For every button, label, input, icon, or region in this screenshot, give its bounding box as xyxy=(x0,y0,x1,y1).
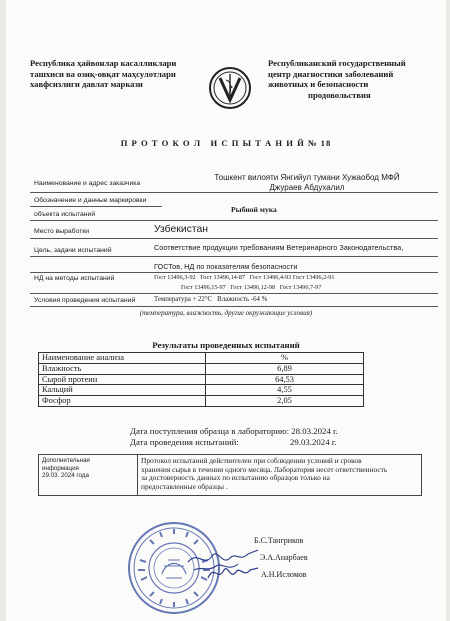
validity-note-line: Протокол испытаний действителен при соблюдении условий и сроков xyxy=(141,456,362,465)
analysis-value: 4,55 xyxy=(206,385,364,396)
signatory-name: Б.С.Тангриков xyxy=(254,536,304,545)
header-left-line: хавфсизлиги давлат маркази xyxy=(30,79,143,89)
header-left-line: Республика ҳайвонлар касалликлари xyxy=(30,58,177,68)
header-right-line: животных и безопасности xyxy=(268,79,369,89)
conditions-value: Температура + 22°С Влажность -64 % xyxy=(154,296,268,303)
analysis-name: Кальций xyxy=(39,385,206,396)
divider xyxy=(30,293,438,294)
validity-note xyxy=(138,455,422,496)
purpose-value-line: ГОСТов, НД по показателям безопасности xyxy=(154,262,298,271)
purpose-label: Цель, задачи испытаний xyxy=(34,247,112,254)
validity-note-line: за достоверность данных по испытанию образцов только на xyxy=(141,473,330,483)
nd-label: НД на методы испытаний xyxy=(34,275,115,282)
test-date-value: 29.03.2024 г. xyxy=(290,437,337,447)
additional-info-line: Дополнительная xyxy=(42,457,90,464)
marking-label: объекта испытаний xyxy=(34,211,96,218)
marking-label: Обозначение и данные маркировки xyxy=(34,197,147,204)
table-row xyxy=(39,374,364,385)
additional-info-line: 29.03. 2024 года xyxy=(42,472,89,479)
additional-info-label xyxy=(39,455,138,496)
table-row xyxy=(39,396,364,407)
analysis-value: 6,89 xyxy=(206,363,364,374)
purpose-value-line: Соответствие продукции требованиям Ветеринарного Законодательства, xyxy=(154,243,404,252)
protocol-title: П Р О Т О К О Л И С П Ы Т А Н И Й № 18 xyxy=(120,138,332,148)
column-header: % xyxy=(206,353,364,364)
additional-info-line: информация xyxy=(42,464,79,472)
customer-value xyxy=(176,173,438,192)
customer-value-line: Тошкент вилояти Янгийул тумани Хужаобод МФЙ xyxy=(214,173,400,182)
header-right-line: Республиканский государственный xyxy=(268,58,406,68)
additional-info-box xyxy=(38,454,422,496)
analysis-value: 64,53 xyxy=(206,374,364,385)
conditions-note: (температура, влажность, другие окружающие условия) xyxy=(139,309,313,317)
header-right-line: центр диагностики заболеваний xyxy=(268,68,394,79)
header-left xyxy=(30,58,200,90)
analysis-name: Фосфор xyxy=(39,396,206,407)
header-left-line: ташхиси ва озиқ-овқат маҳсулотлари xyxy=(30,68,176,79)
object-value: Рыбной мука xyxy=(231,205,277,214)
customer-value-line: Джураев Абдухалил xyxy=(269,182,345,192)
table-header-row xyxy=(39,353,364,364)
signatory-name: Э.А.Анарбаев xyxy=(260,553,308,562)
divider xyxy=(30,272,438,273)
signature-scribble xyxy=(204,560,262,588)
divider xyxy=(30,220,438,221)
signatory-name: А.Н.Исломов xyxy=(261,570,307,579)
divider xyxy=(30,192,438,193)
results-title: Результаты проведенных испытаний xyxy=(152,340,300,350)
table-row xyxy=(39,363,364,374)
veterinary-emblem-logo xyxy=(208,66,252,110)
analysis-value: 2,05 xyxy=(206,396,364,407)
document-page xyxy=(6,0,446,621)
header-right-line: продовольствия xyxy=(308,89,371,100)
received-date: Дата поступления образца в лабораторию: 28.03.2024 г. xyxy=(130,426,338,436)
nd-value-line: Гост 13496,3-92 Гост 13496,14-87 Гост 13496,4-93 Гост 13496,2-91 xyxy=(154,274,335,281)
validity-note-line: хранения сырья в течении одного месяца. Лаборатория несет ответственность xyxy=(141,464,388,474)
header-right xyxy=(268,58,438,100)
table-row xyxy=(39,385,364,396)
validity-note-line: предоставленные образцы . xyxy=(141,481,228,491)
origin-label: Место выработки xyxy=(34,228,90,235)
nd-value-line: Гост 13496,15-97 Гост 13496,12-98 Гост 13496,7-97 xyxy=(181,284,322,291)
divider xyxy=(30,238,438,239)
origin-value: Узбекистан xyxy=(154,224,208,235)
test-date-label: Дата проведения испытаний: xyxy=(130,437,239,447)
results-table xyxy=(38,352,364,407)
analysis-name: Влажность xyxy=(39,363,206,374)
divider xyxy=(30,206,162,207)
customer-label: Наименование и адрес заказчика xyxy=(34,180,141,187)
column-header: Наименование анализа xyxy=(39,353,206,364)
divider xyxy=(30,306,438,307)
divider xyxy=(30,256,438,257)
conditions-label: Условия проведения испытаний xyxy=(34,297,136,304)
analysis-name: Сырой протеин xyxy=(39,374,206,385)
